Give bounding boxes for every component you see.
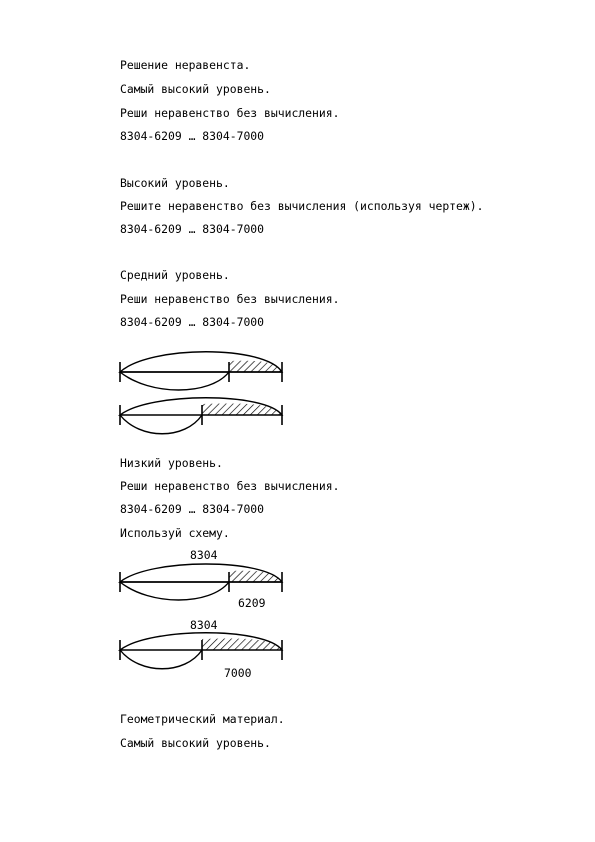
scheme-b-bottom-total-label: 8304	[190, 618, 218, 632]
section-1-level: Самый высокий уровень.	[120, 82, 271, 96]
scheme-a-bottom	[120, 398, 282, 434]
section-1-task: Реши неравенство без вычисления.	[120, 106, 340, 120]
scheme-b-bottom-part-label: 7000	[224, 666, 252, 680]
section-4-level: Низкий уровень.	[120, 456, 223, 470]
section-3-inequality: 8304-6209 … 8304-7000	[120, 315, 265, 329]
section-2-level: Высокий уровень.	[120, 176, 230, 190]
scheme-b-top	[120, 564, 282, 600]
section-1-title: Решение неравенста.	[120, 58, 251, 72]
scheme-b-bottom	[120, 633, 282, 669]
section-5-title: Геометрический материал.	[120, 712, 285, 726]
section-4-task: Реши неравенство без вычисления.	[120, 479, 340, 493]
section-3-level: Средний уровень.	[120, 268, 230, 282]
section-4-inequality: 8304-6209 … 8304-7000	[120, 502, 265, 516]
scheme-b-top-total-label: 8304	[190, 548, 218, 562]
section-2-task: Решите неравенство без вычисления (используя чертеж).	[120, 199, 484, 213]
section-5-level: Самый высокий уровень.	[120, 736, 271, 750]
scheme-a-top	[120, 352, 282, 390]
scheme-b-top-part-label: 6209	[238, 596, 266, 610]
section-3-task: Реши неравенство без вычисления.	[120, 292, 340, 306]
section-4-hint: Используй схему.	[120, 526, 230, 540]
section-1-inequality: 8304-6209 … 8304-7000	[120, 129, 265, 143]
section-2-inequality: 8304-6209 … 8304-7000	[120, 222, 265, 236]
